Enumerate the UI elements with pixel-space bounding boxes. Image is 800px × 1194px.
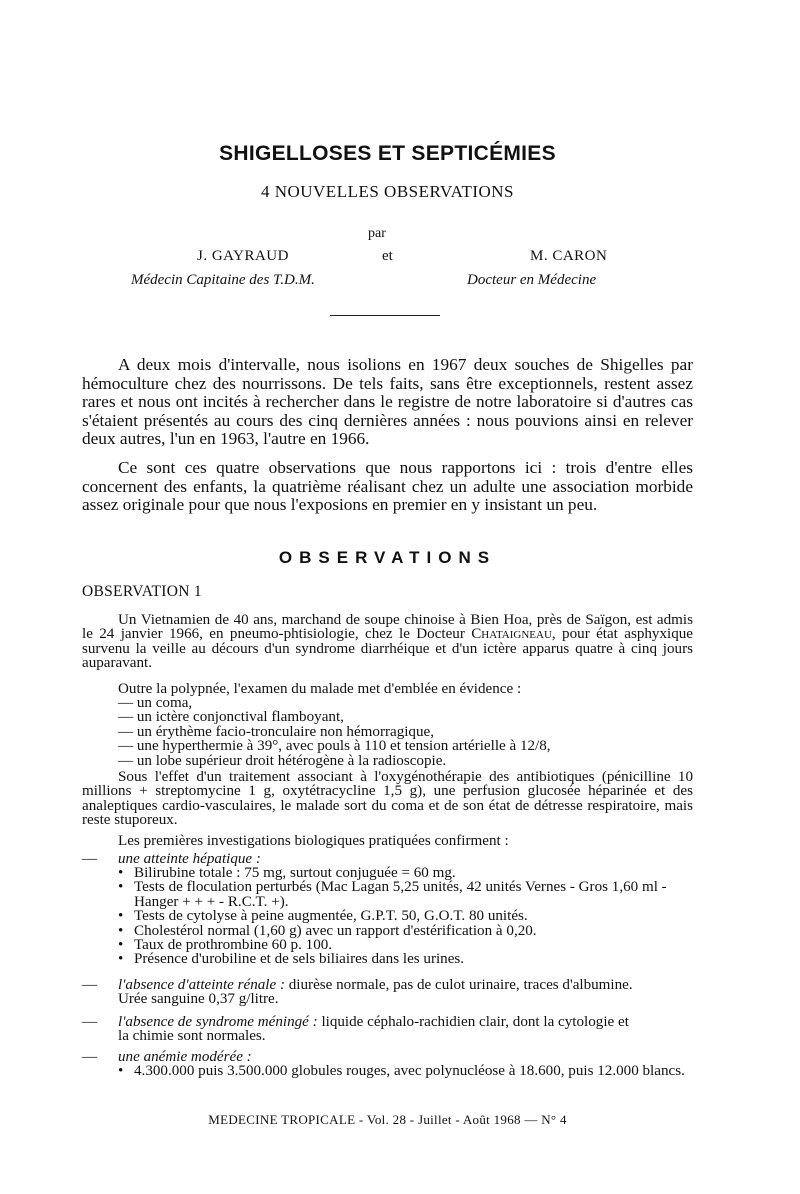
bullet-icon: •	[118, 937, 124, 954]
list-item	[118, 909, 693, 923]
list-item	[118, 880, 693, 909]
list-item-text: Taux de prothrombine 60 p. 100.	[134, 937, 333, 954]
et-label: et	[382, 248, 393, 264]
author2-role: Docteur en Médecine	[467, 272, 597, 288]
list-item: — un érythème facio-tronculaire non hémorragique,	[118, 723, 435, 740]
bullet-icon: •	[118, 908, 124, 925]
list-item-text: 4.300.000 puis 3.500.000 globules rouges, avec polynucléose à 18.600, puis 12.000 blancs.	[134, 1063, 685, 1079]
intro-paragraph-2: Ce sont ces quatre observations que nous rapportons ici : trois d'entre elles concernent des enfants, la quatrième réalisant chez un adulte une association morbide assez originale pour que nous l'exposions en premier en y insistant un peu.	[82, 458, 693, 515]
category-label: l'absence d'atteinte rénale :	[118, 977, 285, 993]
case-text-b: , pour état asphyxique survenu la veille au décours d'un syndrome diarrhéique et d'un ictère apparus quatre à cinq jours auparavant.	[82, 626, 693, 672]
list-item	[118, 938, 693, 952]
category-text: liquide céphalo-rachidien clair, dont la cytologie et	[317, 1014, 629, 1030]
dash-marker: —	[82, 977, 98, 993]
journal-footer: MEDECINE TROPICALE - Vol. 28 - Juillet - Août 1968 — N° 4	[208, 1112, 567, 1127]
dash-marker: —	[82, 851, 98, 867]
list-item: — un ictère conjonctival flamboyant,	[118, 709, 344, 726]
par-label: par	[368, 226, 386, 241]
list-item-text: Tests de floculation perturbés (Mac Lagan 5,25 unités, 42 unités Vernes - Gros 1,60 ml - Hanger + + + - R.C.T. +).	[134, 879, 667, 910]
case-paragraph-2: Outre la polypnée, l'examen du malade met d'emblée en évidence :	[118, 681, 522, 697]
category-text: diurèse normale, pas de culot urinaire, traces d'albumine.	[284, 977, 633, 993]
anemia-findings-list	[118, 1064, 693, 1078]
case-paragraph-1	[82, 613, 693, 671]
dash-marker: —	[82, 1049, 98, 1065]
list-item	[118, 866, 693, 880]
case-paragraph-3: Sous l'effet d'un traitement associant à l'oxygénothérapie des antibiotiques (pénicilline 10 millions + streptomycine 1 g, oxytétracycline 1,5 g), une perfusion glucosée héparinée et des analeptiques cardio-vasculaires, le malade sort du coma et de son état de détresse respiratoire, mais reste stuporeux.	[82, 769, 693, 829]
list-item-text: Bilirubine totale : 75 mg, surtout conjuguée = 60 mg.	[134, 865, 456, 881]
title-divider	[330, 315, 440, 316]
category-label: l'absence de syndrome méningé :	[118, 1014, 318, 1030]
list-item-text: Présence d'urobiline et de sels biliaires dans les urines.	[134, 951, 465, 968]
bullet-icon: •	[118, 1063, 124, 1079]
category-label: une anémie modérée :	[118, 1049, 252, 1065]
hepatic-findings-list	[118, 866, 693, 967]
intro-paragraph-1: A deux mois d'intervalle, nous isolions en 1967 deux souches de Shigelles par hémoculture chez des nourrissons. De tels faits, sans être exceptionnels, restent assez rares et nous ont incités à rechercher dans le registre de notre laboratoire si d'autres cas s'étaient présentés au cours des cinq dernières années : nous pouvions ainsi en relever deux autres, l'un en 1963, l'autre en 1966.	[82, 355, 693, 449]
bullet-icon: •	[118, 879, 124, 896]
list-item: — un lobe supérieur droit hétérogène à la radioscopie.	[118, 752, 447, 769]
dash-marker: —	[82, 1014, 98, 1030]
case-paragraph-4: Les premières investigations biologiques pratiquées confirment :	[118, 833, 509, 849]
bullet-icon: •	[118, 865, 124, 881]
doctor-name: Chataigneau	[471, 626, 552, 643]
clinical-signs-list	[118, 696, 693, 768]
list-item	[118, 924, 693, 938]
author2-name: M. CARON	[530, 248, 608, 264]
author1-role: Médecin Capitaine des T.D.M.	[131, 272, 315, 288]
bullet-icon: •	[118, 922, 124, 939]
list-item-text: Tests de cytolyse à peine augmentée, G.P.T. 50, G.O.T. 80 unités.	[134, 908, 528, 925]
category-renale-continued: Urée sanguine 0,37 g/litre.	[118, 991, 279, 1007]
case-text-a: Un Vietnamien de 40 ans, marchand de soupe chinoise à Bien Hoa, près de Saïgon, est admis le 24 janvier 1966, en pneumo-phtisiologie, chez le Docteur	[82, 612, 693, 643]
category-meninge-continued: la chimie sont normales.	[118, 1028, 266, 1044]
list-item-text: Cholestérol normal (1,60 g) avec un rapport d'estérification à 0,20.	[134, 922, 537, 939]
list-item: — un coma,	[118, 695, 193, 711]
article-title: SHIGELLOSES ET SEPTICÉMIES	[219, 142, 556, 165]
observation-heading: OBSERVATION 1	[82, 583, 202, 600]
bullet-icon: •	[118, 951, 124, 968]
list-item	[118, 952, 693, 966]
section-heading: OBSERVATIONS	[278, 548, 497, 567]
category-label: une atteinte hépatique :	[118, 851, 261, 867]
list-item: — une hyperthermie à 39°, avec pouls à 110 et tension artérielle à 12/8,	[118, 738, 551, 755]
author1-name: J. GAYRAUD	[197, 248, 289, 264]
list-item	[118, 1064, 693, 1078]
article-subtitle: 4 NOUVELLES OBSERVATIONS	[260, 182, 515, 201]
